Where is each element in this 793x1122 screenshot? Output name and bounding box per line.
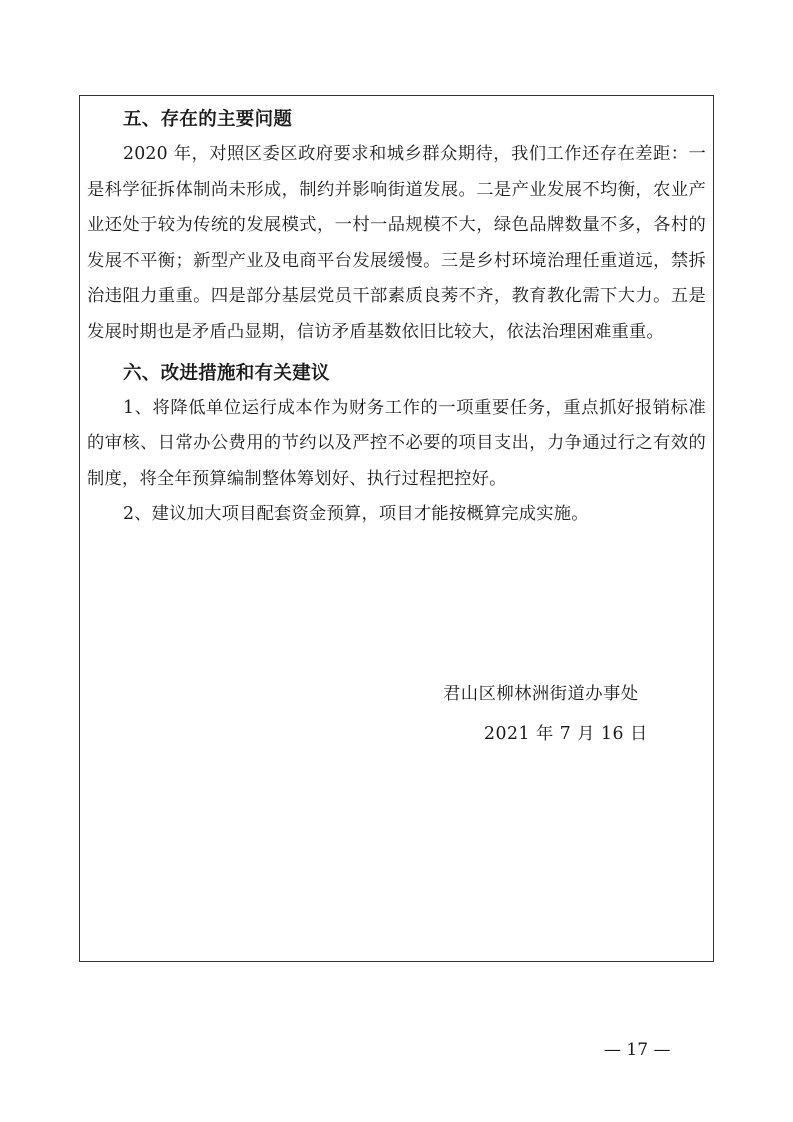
- problems-paragraph: 2020 年，对照区委区政府要求和城乡群众期待，我们工作还存在差距：一是科学征拆体制尚未形成，制约并影响街道发展。二是产业发展不均衡，农业产业还处于较为传统的发展模式，一村一品规模不大，绿色品牌数量不多，各村的发展不平衡；新型产业及电商平台发展缓慢。三是乡村环境治理任重道远，禁拆治违阻力重重。四是部分基层党员干部素质良莠不齐，教育教化需下大力。五是发展时期也是矛盾凸显期，信访矛盾基数依旧比较大，依法治理困难重重。: [87, 144, 706, 342]
- section-heading-problems: 五、存在的主要问题: [123, 109, 293, 130]
- signature-organization: 君山区柳林洲街道办事处: [443, 684, 639, 704]
- measure-item-1: 1、将降低单位运行成本作为财务工作的一项重要任务，重点抓好报销标准的审核、日常办公费用的节约以及严控不必要的项目支出，力争通过行之有效的制度，将全年预算编制整体筹划好、执行过程把控好。: [87, 397, 706, 489]
- document-body: [87, 103, 706, 533]
- page-number: — 17 —: [604, 1040, 671, 1060]
- measure-item-2: 2、建议加大项目配套资金预算，项目才能按概算完成实施。: [123, 504, 589, 525]
- signature-date: 2021 年 7 月 16 日: [484, 724, 648, 744]
- section-heading-measures: 六、改进措施和有关建议: [123, 362, 330, 384]
